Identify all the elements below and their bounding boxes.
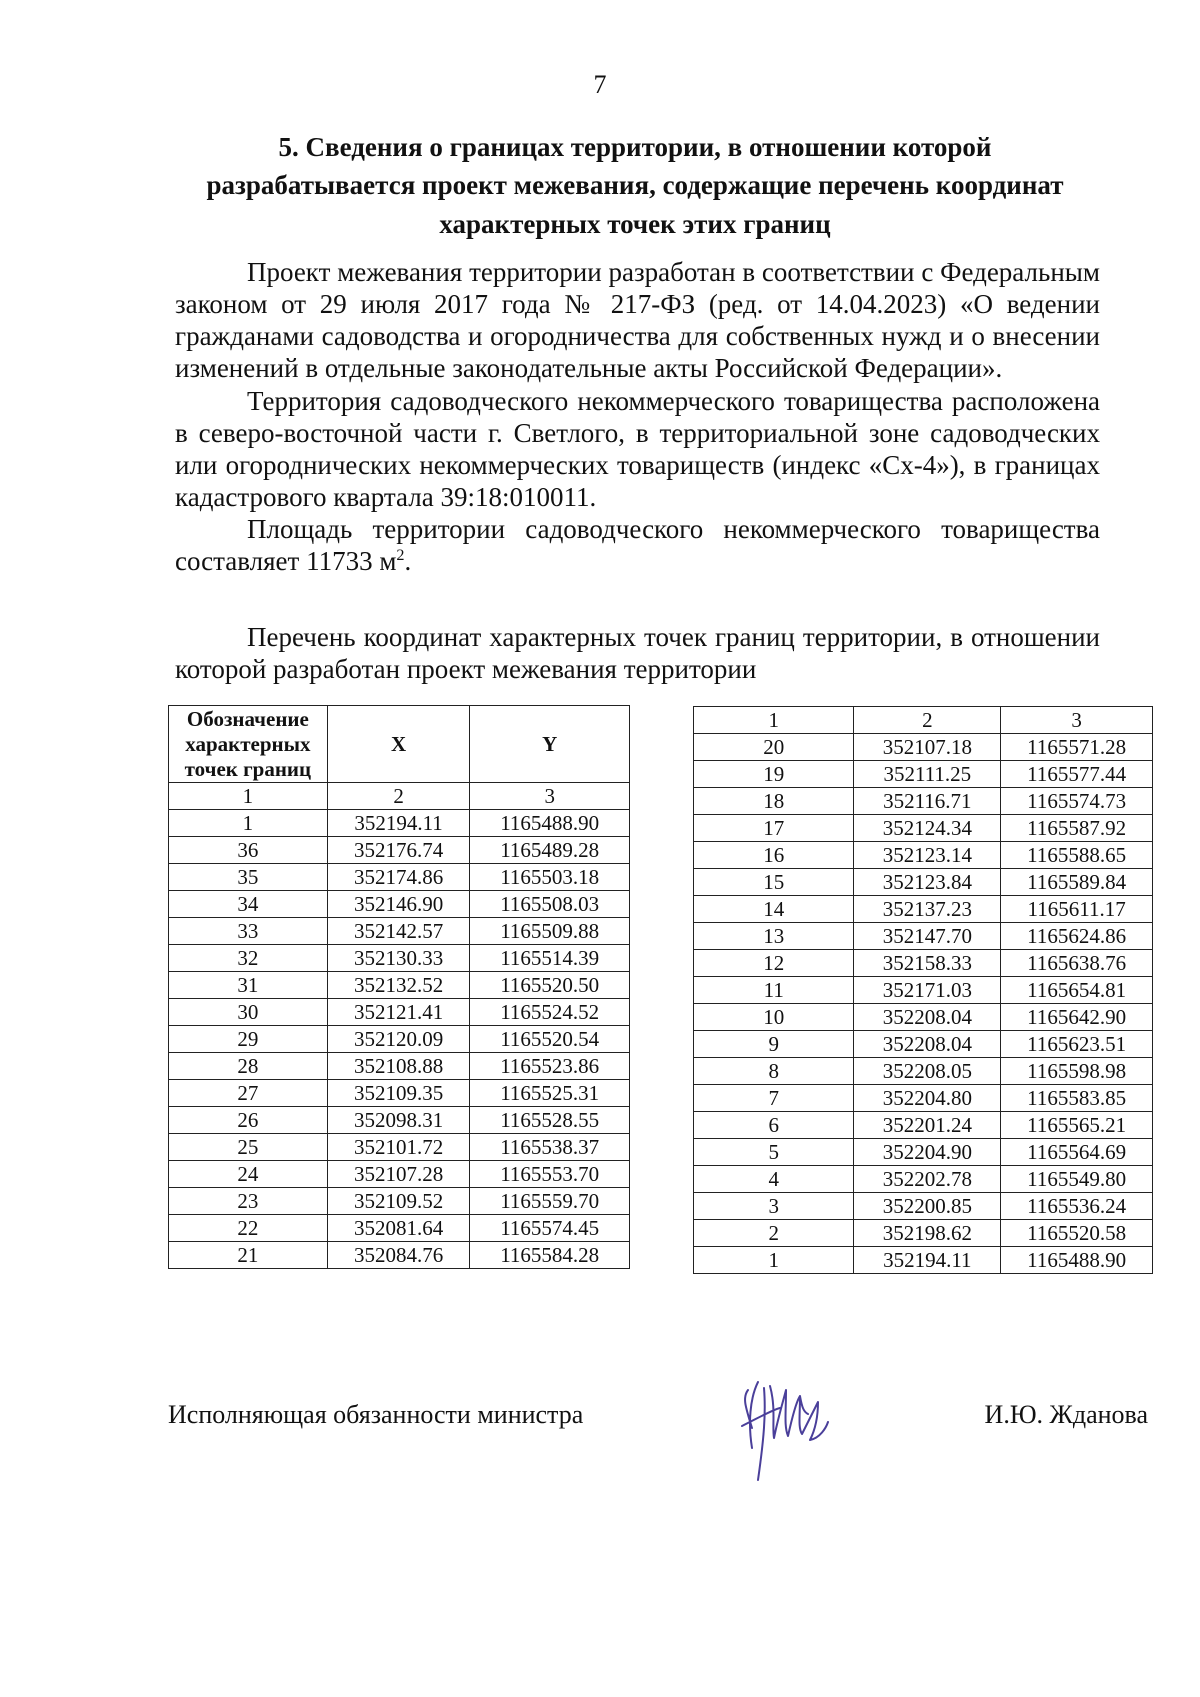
table-row xyxy=(694,734,1153,761)
table-row xyxy=(694,1193,1153,1220)
point-number-cell: 18 xyxy=(694,788,854,815)
table-row xyxy=(694,1220,1153,1247)
coordinates-table-left xyxy=(168,705,630,1269)
y-coordinate-cell: 1165523.86 xyxy=(470,1053,630,1080)
body-text xyxy=(175,256,1100,686)
table-row xyxy=(169,810,630,837)
point-number-cell: 9 xyxy=(694,1031,854,1058)
point-number-cell: 1 xyxy=(169,810,328,837)
x-coordinate-cell: 352171.03 xyxy=(854,977,1001,1004)
y-coordinate-cell: 1165508.03 xyxy=(470,891,630,918)
y-coordinate-cell: 1165525.31 xyxy=(470,1080,630,1107)
table-row xyxy=(169,1107,630,1134)
point-number-cell: 4 xyxy=(694,1166,854,1193)
y-coordinate-cell: 1165553.70 xyxy=(470,1161,630,1188)
header-line: характерных xyxy=(185,731,311,756)
x-coordinate-cell: 352130.33 xyxy=(327,945,470,972)
table-row xyxy=(694,842,1153,869)
y-coordinate-cell: 1165623.51 xyxy=(1001,1031,1153,1058)
y-coordinate-cell: 1165638.76 xyxy=(1001,950,1153,977)
table-row xyxy=(694,1058,1153,1085)
signature-block xyxy=(168,1400,1148,1520)
point-number-cell: 28 xyxy=(169,1053,328,1080)
paragraph-coordinates-intro: Перечень координат характерных точек границ территории, в отношении которой разработан проект межевания территории xyxy=(175,622,1100,685)
table-row xyxy=(694,950,1153,977)
y-coordinate-cell: 1165583.85 xyxy=(1001,1085,1153,1112)
point-number-cell: 36 xyxy=(169,837,328,864)
y-coordinate-cell: 1165528.55 xyxy=(470,1107,630,1134)
y-coordinate-cell: 1165571.28 xyxy=(1001,734,1153,761)
point-number-cell: 16 xyxy=(694,842,854,869)
heading-line-2: разрабатывается проект межевания, содержащие перечень координат xyxy=(206,170,1064,201)
point-number-cell: 21 xyxy=(169,1242,328,1269)
point-number-cell: 6 xyxy=(694,1112,854,1139)
y-coordinate-cell: 1165565.21 xyxy=(1001,1112,1153,1139)
table-row xyxy=(169,1161,630,1188)
y-coordinate-cell: 1165520.58 xyxy=(1001,1220,1153,1247)
point-number-cell: 12 xyxy=(694,950,854,977)
index-cell: 1 xyxy=(169,783,328,810)
table-row xyxy=(694,923,1153,950)
y-coordinate-cell: 1165588.65 xyxy=(1001,842,1153,869)
x-coordinate-cell: 352202.78 xyxy=(854,1166,1001,1193)
point-number-cell: 34 xyxy=(169,891,328,918)
header-point-designation xyxy=(169,706,328,783)
x-coordinate-cell: 352120.09 xyxy=(327,1026,470,1053)
table-row xyxy=(169,918,630,945)
page-number: 7 xyxy=(593,70,607,99)
header-line: точек границ xyxy=(184,756,312,781)
area-text: Площадь территории садоводческого некоммерческого товарищества составляет 11733 м xyxy=(175,514,1100,577)
x-coordinate-cell: 352208.04 xyxy=(854,1031,1001,1058)
y-coordinate-cell: 1165584.28 xyxy=(470,1242,630,1269)
point-number-cell: 35 xyxy=(169,864,328,891)
y-coordinate-cell: 1165611.17 xyxy=(1001,896,1153,923)
y-coordinate-cell: 1165624.86 xyxy=(1001,923,1153,950)
point-number-cell: 33 xyxy=(169,918,328,945)
table-row xyxy=(169,1080,630,1107)
point-number-cell: 31 xyxy=(169,972,328,999)
y-coordinate-cell: 1165549.80 xyxy=(1001,1166,1153,1193)
signatory-title: Исполняющая обязанности министра xyxy=(168,1400,584,1429)
y-coordinate-cell: 1165577.44 xyxy=(1001,761,1153,788)
table-header-row xyxy=(169,706,630,783)
x-coordinate-cell: 352194.11 xyxy=(854,1247,1001,1274)
x-coordinate-cell: 352198.62 xyxy=(854,1220,1001,1247)
x-coordinate-cell: 352109.52 xyxy=(327,1188,470,1215)
area-unit-superscript: 2 xyxy=(396,546,405,565)
table-row xyxy=(169,945,630,972)
x-coordinate-cell: 352107.18 xyxy=(854,734,1001,761)
table-row xyxy=(169,1134,630,1161)
y-coordinate-cell: 1165574.73 xyxy=(1001,788,1153,815)
point-number-cell: 23 xyxy=(169,1188,328,1215)
y-coordinate-cell: 1165488.90 xyxy=(470,810,630,837)
table-row xyxy=(169,837,630,864)
x-coordinate-cell: 352158.33 xyxy=(854,950,1001,977)
table-row xyxy=(169,972,630,999)
y-coordinate-cell: 1165559.70 xyxy=(470,1188,630,1215)
area-period: . xyxy=(404,546,412,577)
table-body-right xyxy=(694,734,1153,1274)
x-coordinate-cell: 352084.76 xyxy=(327,1242,470,1269)
point-number-cell: 5 xyxy=(694,1139,854,1166)
table-row xyxy=(169,999,630,1026)
x-coordinate-cell: 352109.35 xyxy=(327,1080,470,1107)
point-number-cell: 25 xyxy=(169,1134,328,1161)
point-number-cell: 30 xyxy=(169,999,328,1026)
point-number-cell: 14 xyxy=(694,896,854,923)
x-coordinate-cell: 352142.57 xyxy=(327,918,470,945)
x-coordinate-cell: 352098.31 xyxy=(327,1107,470,1134)
index-cell: 3 xyxy=(470,783,630,810)
y-coordinate-cell: 1165524.52 xyxy=(470,999,630,1026)
y-coordinate-cell: 1165574.45 xyxy=(470,1215,630,1242)
y-coordinate-cell: 1165536.24 xyxy=(1001,1193,1153,1220)
y-coordinate-cell: 1165520.54 xyxy=(470,1026,630,1053)
paragraph-federal-law: Проект межевания территории разработан в соответствии с Федеральным законом от 29 июля 2017 года № 217-ФЗ (ред. от 14.04.2023) «О ведении гражданами садоводства и огородничества для собственных нужд и о внесении изменений в отдельные законодательные акты Российской Федерации». xyxy=(175,257,1100,384)
table-row xyxy=(694,869,1153,896)
x-coordinate-cell: 352107.28 xyxy=(327,1161,470,1188)
point-number-cell: 10 xyxy=(694,1004,854,1031)
point-number-cell: 1 xyxy=(694,1247,854,1274)
x-coordinate-cell: 352174.86 xyxy=(327,864,470,891)
point-number-cell: 19 xyxy=(694,761,854,788)
heading-line-1: 5. Сведения о границах территории, в отношении которой xyxy=(278,132,992,162)
index-cell: 2 xyxy=(327,783,470,810)
coordinates-table-right xyxy=(693,706,1153,1274)
y-coordinate-cell: 1165503.18 xyxy=(470,864,630,891)
x-coordinate-cell: 352121.41 xyxy=(327,999,470,1026)
table-index-row xyxy=(694,707,1153,734)
table-row xyxy=(169,1242,630,1269)
table-row xyxy=(694,815,1153,842)
handwritten-signature xyxy=(728,1368,848,1488)
y-coordinate-cell: 1165538.37 xyxy=(470,1134,630,1161)
table-row xyxy=(694,1085,1153,1112)
y-coordinate-cell: 1165488.90 xyxy=(1001,1247,1153,1274)
x-coordinate-cell: 352101.72 xyxy=(327,1134,470,1161)
y-coordinate-cell: 1165587.92 xyxy=(1001,815,1153,842)
signatory-name: И.Ю. Жданова xyxy=(984,1400,1148,1429)
table-row xyxy=(694,1247,1153,1274)
table-row xyxy=(169,864,630,891)
table-row xyxy=(694,896,1153,923)
point-number-cell: 27 xyxy=(169,1080,328,1107)
x-coordinate-cell: 352201.24 xyxy=(854,1112,1001,1139)
x-coordinate-cell: 352208.05 xyxy=(854,1058,1001,1085)
index-cell: 1 xyxy=(694,707,854,734)
point-number-cell: 29 xyxy=(169,1026,328,1053)
heading-line-3: характерных точек этих границ xyxy=(439,208,831,239)
x-coordinate-cell: 352116.71 xyxy=(854,788,1001,815)
x-coordinate-cell: 352204.80 xyxy=(854,1085,1001,1112)
point-number-cell: 13 xyxy=(694,923,854,950)
x-coordinate-cell: 352111.25 xyxy=(854,761,1001,788)
paragraph-territory-location: Территория садоводческого некоммерческого товарищества расположена в северо-восточной части г. Светлого, в территориальной зоне садоводческих или огороднических некоммерческих товариществ (индекс «Сх-4»), в границах кадастрового квартала 39:18:010011. xyxy=(175,385,1100,512)
table-body-left xyxy=(169,810,630,1269)
x-coordinate-cell: 352176.74 xyxy=(327,837,470,864)
point-number-cell: 32 xyxy=(169,945,328,972)
index-cell: 2 xyxy=(854,707,1001,734)
point-number-cell: 11 xyxy=(694,977,854,1004)
x-coordinate-cell: 352137.23 xyxy=(854,896,1001,923)
paragraph-spacer xyxy=(175,577,1100,621)
table-row xyxy=(694,1166,1153,1193)
point-number-cell: 20 xyxy=(694,734,854,761)
y-coordinate-cell: 1165598.98 xyxy=(1001,1058,1153,1085)
x-coordinate-cell: 352081.64 xyxy=(327,1215,470,1242)
table-row xyxy=(169,1215,630,1242)
table-row xyxy=(694,761,1153,788)
table-row xyxy=(694,1031,1153,1058)
point-number-cell: 2 xyxy=(694,1220,854,1247)
point-number-cell: 26 xyxy=(169,1107,328,1134)
y-coordinate-cell: 1165589.84 xyxy=(1001,869,1153,896)
table-row xyxy=(169,891,630,918)
x-coordinate-cell: 352123.84 xyxy=(854,869,1001,896)
x-coordinate-cell: 352208.04 xyxy=(854,1004,1001,1031)
x-coordinate-cell: 352146.90 xyxy=(327,891,470,918)
table-row xyxy=(169,1053,630,1080)
point-number-cell: 17 xyxy=(694,815,854,842)
x-coordinate-cell: 352200.85 xyxy=(854,1193,1001,1220)
x-coordinate-cell: 352132.52 xyxy=(327,972,470,999)
table-row xyxy=(694,977,1153,1004)
index-cell: 3 xyxy=(1001,707,1153,734)
table-row xyxy=(169,1026,630,1053)
x-coordinate-cell: 352147.70 xyxy=(854,923,1001,950)
table-row xyxy=(694,1004,1153,1031)
point-number-cell: 24 xyxy=(169,1161,328,1188)
x-coordinate-cell: 352123.14 xyxy=(854,842,1001,869)
section-heading xyxy=(170,128,1100,243)
table-row xyxy=(169,1188,630,1215)
table-row xyxy=(694,1112,1153,1139)
header-x: X xyxy=(327,706,470,783)
point-number-cell: 7 xyxy=(694,1085,854,1112)
table-row xyxy=(694,1139,1153,1166)
y-coordinate-cell: 1165642.90 xyxy=(1001,1004,1153,1031)
x-coordinate-cell: 352204.90 xyxy=(854,1139,1001,1166)
x-coordinate-cell: 352194.11 xyxy=(327,810,470,837)
y-coordinate-cell: 1165514.39 xyxy=(470,945,630,972)
y-coordinate-cell: 1165654.81 xyxy=(1001,977,1153,1004)
x-coordinate-cell: 352108.88 xyxy=(327,1053,470,1080)
paragraph-area xyxy=(175,513,1100,577)
table-row xyxy=(694,788,1153,815)
point-number-cell: 22 xyxy=(169,1215,328,1242)
header-y: Y xyxy=(470,706,630,783)
point-number-cell: 15 xyxy=(694,869,854,896)
point-number-cell: 8 xyxy=(694,1058,854,1085)
point-number-cell: 3 xyxy=(694,1193,854,1220)
header-line: Обозначение xyxy=(186,706,309,731)
y-coordinate-cell: 1165520.50 xyxy=(470,972,630,999)
y-coordinate-cell: 1165509.88 xyxy=(470,918,630,945)
y-coordinate-cell: 1165489.28 xyxy=(470,837,630,864)
x-coordinate-cell: 352124.34 xyxy=(854,815,1001,842)
table-index-row xyxy=(169,783,630,810)
y-coordinate-cell: 1165564.69 xyxy=(1001,1139,1153,1166)
